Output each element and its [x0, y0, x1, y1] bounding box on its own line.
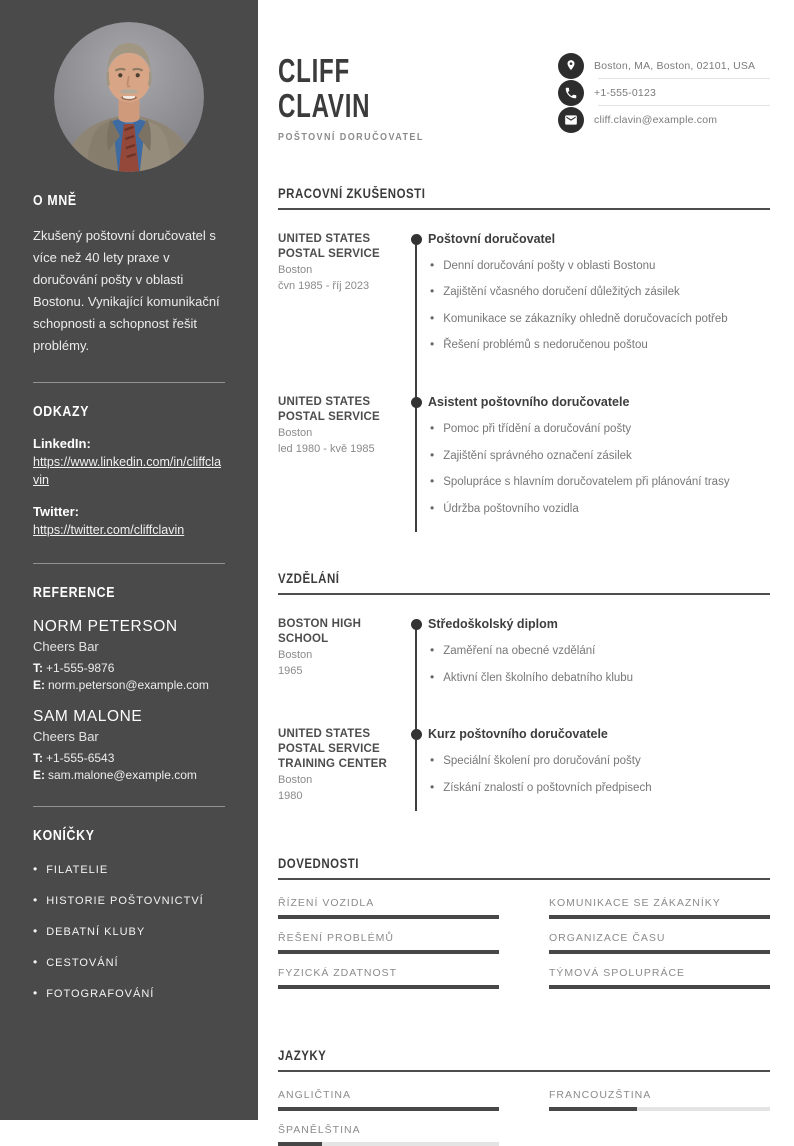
language-item [278, 1124, 499, 1146]
hobby-label: • HISTORIE POŠTOVNICTVÍ [46, 894, 204, 907]
skill-label: FYZICKÁ ZDATNOST [278, 967, 398, 980]
skills-heading: DOVEDNOSTI [278, 856, 359, 872]
skill-label: ŘEŠENÍ PROBLÉMŮ [278, 932, 394, 945]
hobby-label: • FILATELIE [46, 863, 109, 876]
entry-dates: čvn 1985 - říj 2023 [278, 280, 370, 293]
language-item [549, 1089, 770, 1111]
bullet-item: • Komunikace se zákazníky ohledně doručovacích potřeb [428, 310, 770, 328]
contact-row-location [558, 52, 770, 79]
sidebar-divider [33, 382, 225, 383]
school-location: Boston [278, 648, 313, 661]
skill-item [549, 897, 770, 919]
language-label: FRANCOUZŠTINA [549, 1089, 652, 1102]
hobby-item [33, 893, 225, 907]
degree-title: Kurz poštovního doručovatele [428, 727, 770, 741]
bullet-item: • Zaměření na obecné vzdělání [428, 642, 770, 660]
entry-dates: 1965 [278, 665, 303, 678]
section-rule [278, 878, 770, 880]
contact-location: Boston, MA, Boston, 02101, USA [594, 59, 756, 72]
header [278, 52, 770, 143]
hobbies-heading: KONÍČKY [33, 827, 95, 844]
degree-title: Středoškolský diplom [428, 617, 770, 631]
sidebar-divider [33, 806, 225, 807]
hobby-item [33, 986, 225, 1000]
bullet-item: • Denní doručování pošty v oblasti Bostonu [428, 257, 770, 275]
skill-item [278, 932, 499, 954]
contact-block [558, 52, 770, 143]
bullet-list [428, 752, 770, 796]
sidebar-section-links [33, 403, 225, 564]
skill-bar [549, 985, 770, 989]
contact-row-phone [558, 79, 770, 106]
name-block [278, 52, 440, 143]
sidebar-section-hobbies [33, 827, 225, 1000]
job-title: POŠTOVNÍ DORUČOVATEL [278, 131, 424, 143]
reference-name: NORM PETERSON [33, 617, 178, 635]
section-education [278, 570, 770, 805]
school-location: Boston [278, 773, 313, 786]
phone-icon [558, 80, 584, 106]
skill-bar [549, 915, 770, 919]
phone-label: T: [33, 660, 43, 675]
linkedin-link[interactable]: https://www.linkedin.com/in/cliffclavin [33, 454, 222, 487]
reference-name: SAM MALONE [33, 707, 143, 725]
bullet-item: • Řešení problémů s nedoručenou poštou [428, 336, 770, 354]
company-name: UNITED STATES POSTAL SERVICE [278, 232, 380, 260]
profile-photo [54, 22, 204, 172]
education-entry [278, 727, 770, 805]
section-rule [278, 593, 770, 595]
language-label: ANGLIČTINA [278, 1089, 352, 1102]
hobby-label: • DEBATNÍ KLUBY [46, 925, 146, 938]
first-name: CLIFF [278, 52, 350, 89]
hobby-item [33, 862, 225, 876]
reference-item [33, 708, 225, 782]
phone-label: T: [33, 750, 43, 765]
language-bar [278, 1107, 499, 1111]
reference-email [33, 768, 225, 782]
contact-email: cliff.clavin@example.com [594, 113, 718, 126]
language-bar [549, 1107, 770, 1111]
skill-bar [278, 915, 499, 919]
portrait-illustration [54, 22, 204, 172]
company-name: UNITED STATES POSTAL SERVICE [278, 396, 380, 423]
bullet-item: • Zajištění správného označení zásilek [428, 447, 770, 465]
languages-heading: JAZYKY [278, 1048, 327, 1064]
location-pin-icon [558, 53, 584, 79]
language-item [278, 1089, 499, 1111]
phone-value: +1-555-6543 [46, 750, 115, 765]
email-value: norm.peterson@example.com [48, 677, 209, 692]
bullet-list [428, 420, 770, 517]
school-name: BOSTON HIGH SCHOOL [278, 618, 362, 645]
email-label: E: [33, 767, 45, 782]
contact-row-email [558, 106, 770, 133]
experience-entry [278, 395, 770, 526]
entry-dates: led 1980 - kvě 1985 [278, 443, 375, 456]
bullet-item: • Zajištění včasného doručení důležitých zásilek [428, 283, 770, 301]
skill-label: ORGANIZACE ČASU [549, 932, 666, 945]
skill-label: TÝMOVÁ SPOLUPRÁCE [549, 967, 686, 980]
position-title: Poštovní doručovatel [428, 232, 770, 246]
sidebar-section-references [33, 584, 225, 807]
section-rule [278, 1070, 770, 1072]
skill-bar [278, 950, 499, 954]
links-heading: ODKAZY [33, 403, 90, 420]
about-heading: O MNĚ [33, 193, 77, 209]
languages-grid [278, 1089, 770, 1146]
skill-label: ŘÍZENÍ VOZIDLA [278, 897, 375, 910]
experience-timeline [278, 232, 770, 526]
experience-entry [278, 232, 770, 363]
skill-item [549, 967, 770, 989]
bullet-item: • Speciální školení pro doručování pošty [428, 752, 770, 770]
main-content [258, 0, 794, 1137]
bullet-item: • Pomoc při třídění a doručování pošty [428, 420, 770, 438]
entry-meta [278, 232, 400, 363]
hobby-label: • FOTOGRAFOVÁNÍ [46, 987, 155, 1000]
section-skills [278, 855, 770, 989]
hobby-item [33, 955, 225, 969]
entry-dates: 1980 [278, 790, 303, 803]
bullet-item: • Údržba poštovního vozidla [428, 500, 770, 518]
company-location: Boston [278, 263, 313, 276]
reference-company: Cheers Bar [33, 728, 99, 744]
reference-item [33, 618, 225, 692]
skills-grid [278, 897, 770, 989]
skill-item [278, 897, 499, 919]
school-name: UNITED STATES POSTAL SERVICE TRAINING CENTER [278, 728, 388, 770]
reference-phone [33, 661, 225, 675]
last-name: CLAVIN [278, 86, 371, 124]
education-heading: VZDĚLÁNÍ [278, 571, 340, 587]
education-entry [278, 617, 770, 695]
skill-item [278, 967, 499, 989]
reference-phone [33, 751, 225, 765]
hobby-label: • CESTOVÁNÍ [46, 956, 119, 969]
position-title: Asistent poštovního doručovatele [428, 395, 770, 409]
company-location: Boston [278, 426, 313, 439]
contact-phone: +1-555-0123 [594, 86, 657, 99]
reference-email [33, 678, 225, 692]
about-text: Zkušený poštovní doručovatel s více než 40 lety praxe v doručování pošty v oblasti Bostonu. Vynikající komunikační schopnosti a schopnost řešit problémy. [33, 228, 220, 354]
sidebar-divider [33, 563, 225, 564]
skill-label: KOMUNIKACE SE ZÁKAZNÍKY [549, 897, 721, 910]
references-heading: REFERENCE [33, 584, 116, 601]
skill-bar [549, 950, 770, 954]
entry-detail [428, 617, 770, 695]
experience-heading: PRACOVNÍ ZKUŠENOSTI [278, 185, 426, 201]
email-icon [558, 107, 584, 133]
skill-item [549, 932, 770, 954]
section-rule [278, 208, 770, 210]
section-languages [278, 1047, 770, 1146]
language-label: ŠPANĚLŠTINA [278, 1124, 361, 1137]
bullet-list [428, 257, 770, 354]
bullet-item: • Spolupráce s hlavním doručovatelem při plánování trasy [428, 473, 770, 491]
entry-meta [278, 395, 400, 526]
phone-value: +1-555-9876 [46, 660, 115, 675]
hobby-item [33, 924, 225, 938]
link-item-twitter [33, 504, 225, 539]
language-bar [278, 1142, 499, 1146]
twitter-link[interactable]: https://twitter.com/cliffclavin [33, 522, 185, 537]
link-label: LinkedIn: [33, 435, 91, 451]
entry-meta [278, 617, 400, 695]
entry-detail [428, 395, 770, 526]
sidebar [0, 0, 258, 1120]
entry-detail [428, 727, 770, 805]
sidebar-section-about [33, 192, 225, 383]
section-experience [278, 185, 770, 526]
link-item-linkedin [33, 436, 225, 489]
bullet-item: • Získání znalostí o poštovních předpisech [428, 779, 770, 797]
education-timeline [278, 617, 770, 805]
bullet-item: • Aktivní člen školního debatního klubu [428, 669, 770, 687]
bullet-list [428, 642, 770, 686]
email-label: E: [33, 677, 45, 692]
reference-company: Cheers Bar [33, 638, 99, 654]
email-value: sam.malone@example.com [48, 767, 197, 782]
link-label: Twitter: [33, 503, 79, 519]
skill-bar [278, 985, 499, 989]
entry-meta [278, 727, 400, 805]
entry-detail [428, 232, 770, 363]
